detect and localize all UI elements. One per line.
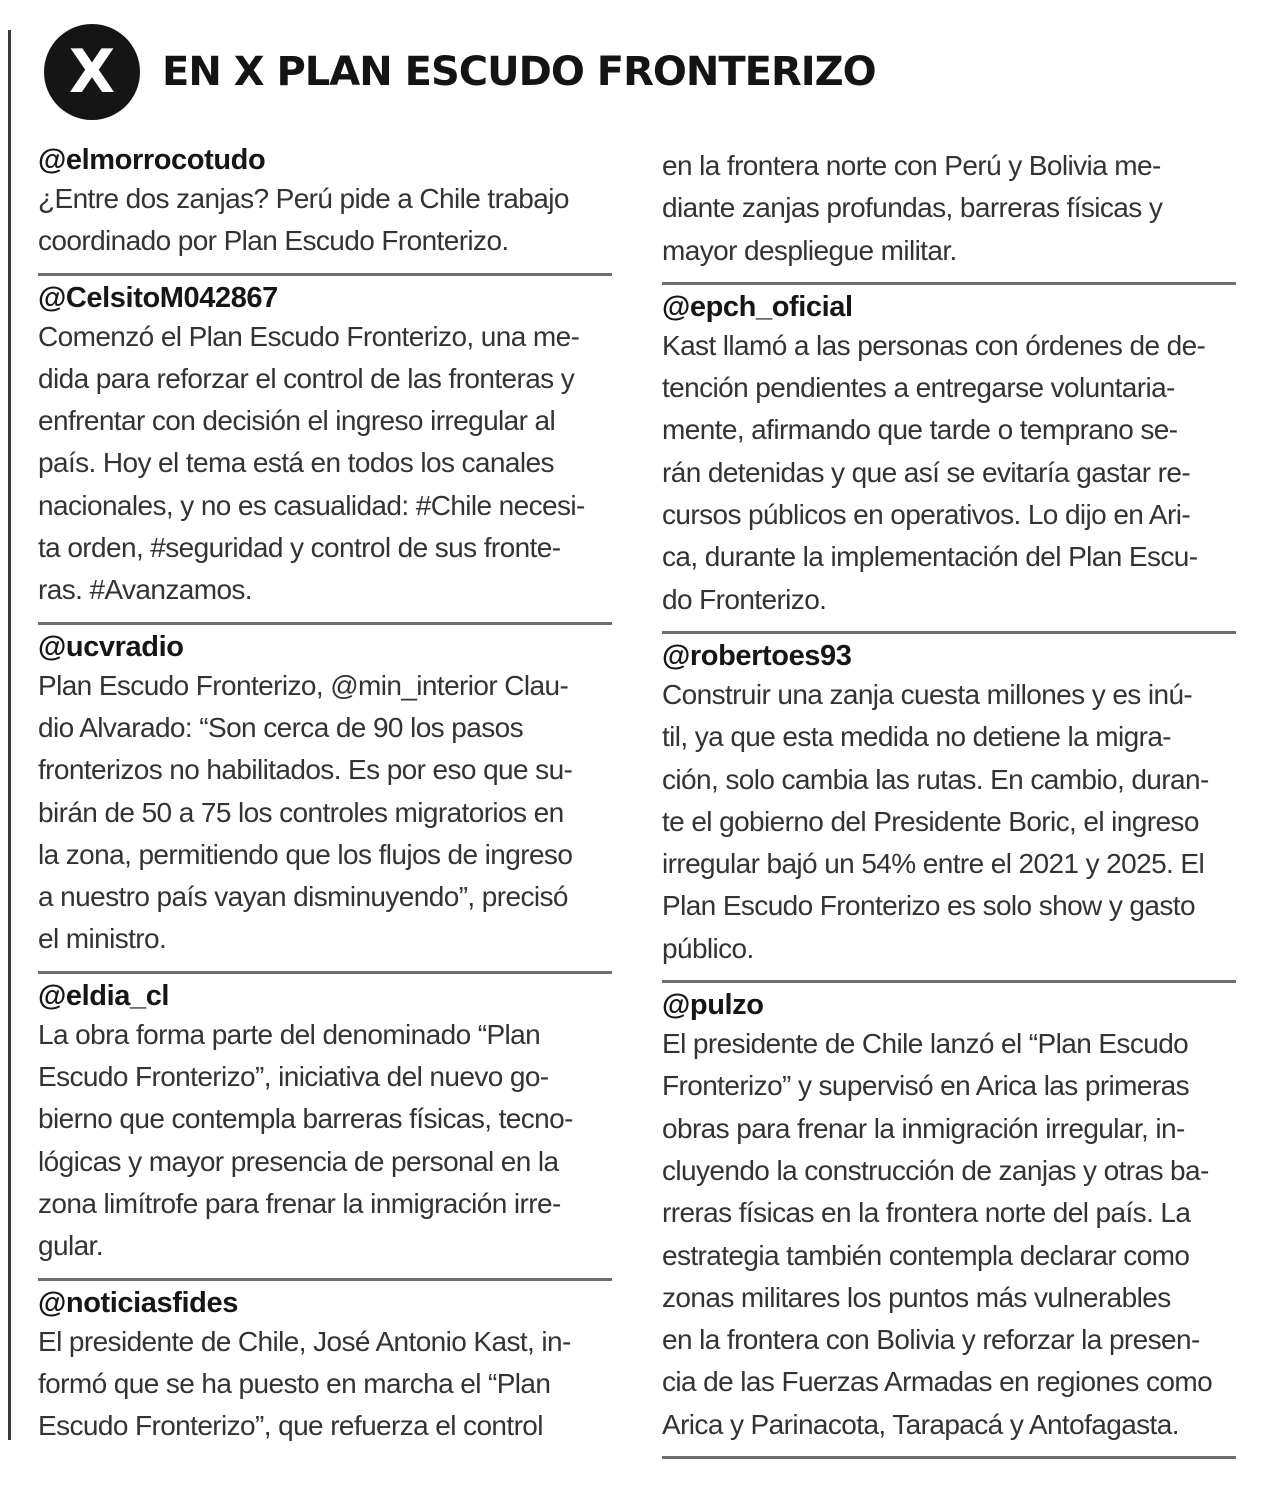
x-logo-letter: X (68, 37, 116, 107)
post-ucvradio (38, 625, 612, 974)
post-handle[interactable]: @eldia_cl (38, 979, 170, 1012)
post-text: Kast llamó a las personas con órdenes de de- tención pendientes a entregarse voluntaria- mente, afirmando que tarde o temprano se- rán detenidas y que así se evitaría gastar re- cursos públicos en operativos. Lo dijo en Ari- ca, durante la implementación del Plan Escu- do Fronterizo. (662, 329, 1206, 615)
post-text: La obra forma parte del denominado “Plan Escudo Fronterizo”, iniciativa del nuevo go- bierno que contempla barreras físicas, tecno- lógicas y mayor presencia de personal en la zona limítrofe para frenar la inmigración irre- gular. (38, 1018, 573, 1262)
post-text: Plan Escudo Fronterizo, @min_interior Clau- dio Alvarado: “Son cerca de 90 los pasos fronterizos no habilitados. Es por eso que su- birán de 50 a 75 los controles migratorios en la zona, permitiendo que los flujos de ingreso a nuestro país vayan disminuyendo”, precisó el ministro. (38, 669, 573, 955)
post-handle[interactable]: @robertoes93 (662, 639, 852, 672)
post-robertoes93 (662, 634, 1236, 983)
section-header (44, 24, 876, 120)
post-text: El presidente de Chile lanzó el “Plan Escudo Fronterizo” y supervisó en Arica las primeras obras para frenar la inmigración irregular, in- cluyendo la construcción de zanjas y otras ba- rreras físicas en la frontera norte del país. La estrategia también contempla declarar como zonas militares los puntos más vulnerables en la frontera con Bolivia y reforzar la presen- cia de las Fuerzas Armadas en regiones como Arica y Parinacota, Tarapacá y Antofagasta. (662, 1028, 1213, 1440)
right-column (662, 145, 1236, 1459)
post-text: ¿Entre dos zanjas? Perú pide a Chile trabajo coordinado por Plan Escudo Fronterizo. (38, 183, 569, 257)
post-text: Comenzó el Plan Escudo Fronterizo, una me- dida para reforzar el control de las fronteras y enfrentar con decisión el ingreso irregular al país. Hoy el tema está en todos los canales nacionales, y no es casualidad: #Chile necesi- ta orden, #seguridad y control de sus fronte- ras. #Avanzamos. (38, 320, 585, 606)
post-text-continuation: en la frontera norte con Perú y Bolivia me- diante zanjas profundas, barreras físicas y mayor despliegue militar. (662, 150, 1163, 266)
x-logo-icon (44, 24, 140, 120)
post-handle[interactable]: @CelsitoM042867 (38, 281, 278, 314)
post-handle[interactable]: @elmorrocotudo (38, 144, 266, 176)
post-text: El presidente de Chile, José Antonio Kast, in- formó que se ha puesto en marcha el “Plan Escudo Fronterizo”, que refuerza el control (38, 1325, 571, 1442)
page-title: EN X PLAN ESCUDO FRONTERIZO (162, 49, 876, 95)
post-eldia-cl (38, 974, 612, 1281)
post-noticiasfides (38, 1281, 612, 1458)
post-elmorrocotudo (38, 138, 612, 276)
post-text: Construir una zanja cuesta millones y es inú- til, ya que esta medida no detiene la migra- ción, solo cambia las rutas. En cambio, duran- te el gobierno del Presidente Boric, el ingreso irregular bajó un 54% entre el 2021 y 2025. El Plan Escudo Fronterizo es solo show y gasto público. (662, 678, 1209, 964)
left-column (38, 138, 612, 1457)
post-pulzo (662, 983, 1236, 1459)
post-noticiasfides-continued (662, 145, 1236, 285)
post-epch-oficial (662, 285, 1236, 634)
post-handle[interactable]: @noticiasfides (38, 1286, 238, 1319)
post-handle[interactable]: @epch_oficial (662, 290, 853, 323)
left-column-rule (8, 30, 11, 1440)
post-celsitom042867 (38, 276, 612, 625)
post-handle[interactable]: @ucvradio (38, 630, 184, 663)
post-handle[interactable]: @pulzo (662, 989, 764, 1022)
